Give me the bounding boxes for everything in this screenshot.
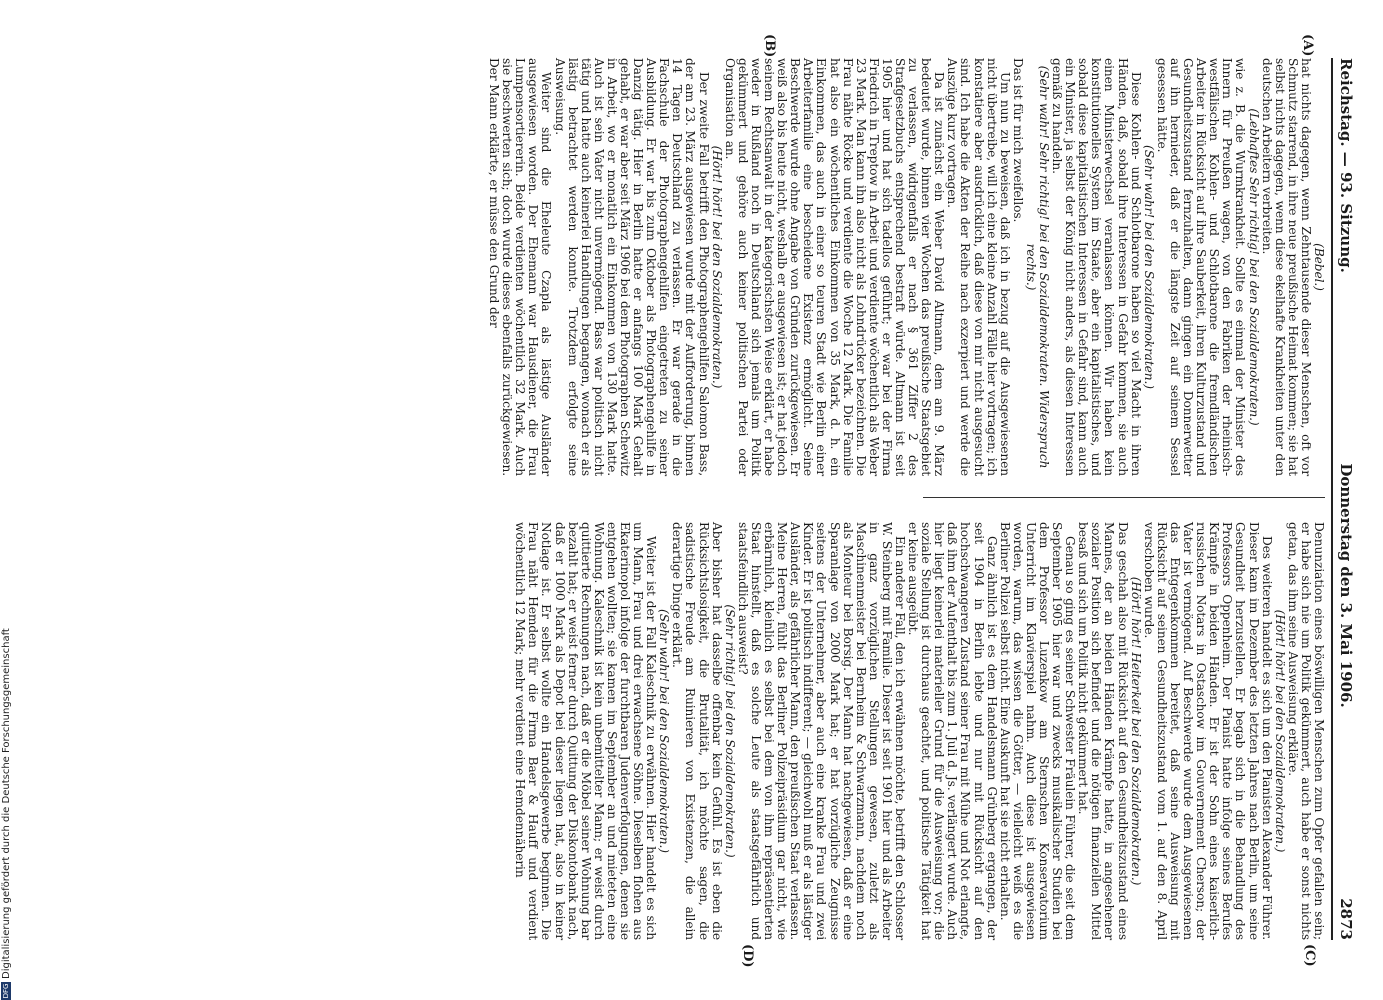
paragraph: Ein anderer Fall, den ich erwähnen möchte, betrifft den Schlosser W. Steinberg mit Familie. Dieser ist seit 1901 hier und als Arbeiter in ganz vorzüglichen Stellungen gewesen, zuletzt als Maschinenmeister bei Bernheim & Schwarzmann, nachdem noch als Monteur bei Borsig. Der Mann hat nachgewiesen, daß er eine Sparanlage von 2000 Mark hat; er hat vorzügliche Zeugnisse seitens der Unternehmer, aber auch eine kranke Frau und zwei Kinder. Er ist politisch indifferent; — gleichwohl muß er als lästiger Ausländer, als gefährlicher Mann, den preußischen Staat verlassen. Meine Herren, fühlt das Berliner Polizeipräsidium gar nicht, wie erbärmlich, kleinlich es selbst bei dem von ihm repräsentierten Staat hinstellt, daß es solche Leute als staatsgefährlich und staatsfeindlich ausweist? bbox=[735, 522, 907, 940]
header-center: Donnerstag den 3. Mai 1906. bbox=[1337, 463, 1355, 708]
margin-marker-d: (D) bbox=[740, 944, 755, 968]
paragraph: Das geschah also mit Rücksicht auf den Gesundheitszustand eines Mannes, der an beiden Händen Krämpfe hatte, in angesehener sozialer Position sich befindet und die nötigen finanziellen Mittel besaß und sich um Politik nicht gekümmert hat. bbox=[1076, 522, 1130, 940]
page-header bbox=[1337, 58, 1355, 940]
left-column bbox=[487, 58, 1325, 476]
header-rule bbox=[1331, 58, 1333, 940]
paragraph: wie z. B. die Wurmkrankheit. Sollte es einmal der Minister des Innern für Preußen wagen, von den Fabriken der rheinisch-westfälischen Kohlen- und Schlotbarone die fremdländischen Arbeiter in Rücksicht auf ihre Sauberkeit, ihren Kulturzustand und Gesundheitszustand fernzuhalten, dann gingen ein Donnerwetter auf ihn hernieder, daß er die längste Zeit auf seinem Sessel gesessen hätte. bbox=[1154, 58, 1248, 476]
interjection: (Hört! hört! bei den Sozialdemokraten.) bbox=[1272, 609, 1287, 853]
paragraph: Das ist für mich zweifellos. bbox=[1010, 58, 1025, 223]
right-column bbox=[513, 522, 1325, 940]
interjection: (Hört! hört! bei den Sozialdemokraten.) bbox=[709, 145, 724, 389]
margin-marker-a: (A) bbox=[1300, 34, 1315, 57]
paragraph: Denunziation eines böswilligen Menschen zum Opfer gefallen sein; er habe sich nie um Politik gekümmert, auch habe er sonst nichts getan, das ihm seine Ausweisung erkläre. bbox=[1285, 522, 1326, 940]
paragraph: Da ist zunächst ein Weber David Altmann, dem am 9. März bedeutet wurde, binnen vier Wochen das preußische Staatsgebiet zu verlassen, widrigenfalls er nach § 361 Ziffer 2 des Strafgesetzbuchs entsprechend bestraft würde. Altmann ist seit 1905 hier und hat sich tadellos geführt; er war bei der Firma Friedrich in Treptow in Arbeit und verdiente wöchentlich als Weber 23 Mark. Man kann ihn also nicht als Lohndrücker bezeichnen. Die Frau nähte Röcke und verdiente die Woche 12 Mark. Die Familie hat also ein wöchentliches Einkommen von 35 Mark, d. h. ein Einkommen, das auch in einer so teuren Stadt wie Berlin einer Arbeiterfamilie eine bescheidene Existenz ermöglicht. Seine Beschwerde wurde ohne Angabe von Gründen zurückgewiesen. Er weiß also bis heute nicht, weshalb er ausgewiesen ist; er hat jedoch seinem Rechtsanwalt in der kategorischsten Weise erklärt, er habe weder in Rußland noch in Deutschland sich jemals um Politik gekümmert und gehöre auch keiner politischen Partei oder Organisation an. bbox=[722, 58, 947, 476]
page-number: 2873 bbox=[1337, 898, 1355, 940]
column-divider bbox=[923, 497, 1325, 498]
paragraph: Ganz ähnlich ist es dem Handelsmann Grünberg ergangen, der seit 1904 in Berlin lebte und nur mit Rücksicht auf den hochschwangeren Zustand seiner Frau mit Mühe und Not erlangte, daß ihm der Aufenthalt bis zum 1. Juli d. Js. verlängert wurde. Auch hier liegt keinerlei materieller Grund für die Ausweisung vor; die soziale Stellung ist durchaus geachtet, und politische Tätigkeit hat er keine ausgeübt. bbox=[906, 522, 999, 940]
interjection: (Hört! hört! Heiterkeit bei den Sozialdemokraten.) bbox=[1128, 576, 1143, 886]
footer bbox=[1, 0, 13, 1000]
paragraph: Diese Kohlen- und Schlotbarone haben so viel Macht in ihren Händen, daß, sobald ihre Interessen in Gefahr kommen, sie auch einen Ministerwechsel veranlassen können. Wir haben kein konstitutionelles System im Staate, aber ein kapitalistisches, und sobald diese kapitalistischen Interessen in Gefahr sind, kann auch ein Minister, ja selbst der König nicht anders, als diesen Interessen gemäß zu handeln. bbox=[1050, 58, 1143, 476]
margin-marker-b: (B) bbox=[762, 34, 777, 58]
paragraph: hat nichts dagegen, wenn Zehntausende dieser Menschen, oft vor Schmutz starrend, in ihre neue preußische Heimat kommen; sie hat selbst nichts dagegen, wenn diese ekelhafte Krankheiten unter den deutschen Arbeitern verbreiten. bbox=[1259, 58, 1313, 476]
interjection: (Lebhaftes Sehr richtig! bei den Sozialdemokraten.) bbox=[1246, 108, 1261, 426]
interjection: (Sehr wahr! bei den Sozialdemokraten.) bbox=[657, 609, 672, 853]
paragraph: Genau so ging es seiner Schwester Fräulein Führer, die seit dem September 1905 hier war und zwecks musikalischer Studien bei dem Professor Luzenkow am Sternschen Konservatorium Unterricht im Klavierspiel nahm. Auch diese ist ausgewiesen worden, warum, das wissen die Götter, — vielleicht weiß es die Berliner Polizei selbst nicht. Eine Auskunft hat sie nicht erhalten. bbox=[997, 522, 1078, 940]
paragraph: Aber bisher hat dasselbe offenbar kein Gefühl. Es ist eben die Rücksichtslosigkeit, die Brutalität, ich möchte sagen, die sadistische Freude am Ruinieren von Existenzen, die allein derartige Dinge erklärt. bbox=[670, 522, 724, 940]
paragraph: Der zweite Fall betrifft den Photographengehilfen Salomon Bass, der am 23. März ausgewiesen wurde mit der Aufforderung, binnen 14 Tagen Deutschland zu verlassen. Er war gerade in die Fachschule der Photographengehilfen eingetreten zu seiner Ausbildung. Er war bis zum Oktober als Photographengehilfe in Danzig tätig. Hier in Berlin hatte er anfangs 100 Mark Gehalt gehabt, er war aber seit März 1906 bei dem Photographen Schewitz in Arbeit, wo er monatlich ein Einkommen von 130 Mark hatte. Auch ist sein Vater nicht unvermögend. Bass war politisch nicht tätig und hatte auch keinerlei Handlungen begangen, wonach er als lästig betrachtet werden konnte. Trotzdem erfolgte seine Ausweisung. bbox=[552, 58, 711, 476]
paragraph: Des weiteren handelt es sich um den Pianisten Alexander Führer. Dieser kam im Dezember des letzten Jahres nach Berlin, um seine Gesundheit herzustellen. Er begab sich in die Behandlung des Professors Oppenheim. Der Pianist hatte infolge seines Berufes Krämpfe in beiden Händen. Er ist der Sohn eines kaiserlich-russischen Notars in Ostaschow im Gouvernement Cherson; der Vater ist vermögend. Auf Beschwerde wurde dem Ausgewiesenen das Entgegenkommen bereitet, daß seine Ausweisung mit Rücksicht auf seinen Gesundheitszustand vom 1. auf den 8. April verschoben wurde. bbox=[1141, 522, 1274, 940]
footer-text: Digitalisierung gefördert durch die Deutsche Forschungsgemeinschaft bbox=[1, 628, 12, 979]
dfg-logo-icon: DFG bbox=[2, 983, 10, 999]
interjection: (Sehr wahr! Sehr richtig! bei den Sozialdemokraten. Widerspruch rechts.) bbox=[1023, 65, 1052, 469]
margin-marker-c: (C) bbox=[1302, 944, 1317, 967]
header-left: Reichstag. — 93. Sitzung. bbox=[1337, 58, 1355, 273]
interjection: (Sehr richtig! bei den Sozialdemokraten.) bbox=[722, 604, 737, 858]
paragraph: Weiter sind die Eheleute Czapla als lästige Ausländer ausgewiesen worden. Der Ehemann war Hausdiener, die Frau Lumpensortiererin. Beide verdienten wöchentlich 32 Mark. Auch sie beschwerten sich; doch wurde dieses ebenfalls zurückgewiesen. Der Mann erklärte, er müsse den Grund der bbox=[487, 58, 554, 476]
paragraph: Um nun zu beweisen, daß ich in bezug auf die Ausgewiesenen nicht übertreibe, will ich eine kleine Anzahl Fälle hier vortragen; ich konstatiere aber ausdrücklich, daß diese von mir nicht ausgesucht sind. Ich habe die Akten der Reihe nach exzerpiert und werde die Auszüge kurz vortragen. bbox=[945, 58, 1012, 476]
paragraph: Weiter ist der Fall Kaleschnik zu erwähnen. Hier handelt es sich um Mann, Frau und drei erwachsene Söhne. Dieselben flohen aus Ekaterinopol infolge der furchtbaren Judenverfolgungen, denen sie entgehen wollten; sie kamen im September an und mieteten eine Wohnung. Kaleschnik ist kein unbemittelter Mann; er weist durch quittierte Rechnungen nach, daß er die Möbel seiner Wohnung bar bezahlt hat; er weist ferner durch Quittung der Diskontobank nach, daß er 1000 Mark als Depot bei dieser liegen hat, also in keiner Notlage ist. Er selbst wollte ein Handelsgewerbe beginnen. Die Frau näht Hemden für die Firma Baer & Hauff und verdient wöchentlich 12 Mark; mehr verdient eine Hemdennäherin bbox=[513, 522, 659, 940]
speaker-label: (Bebel.) bbox=[1312, 243, 1326, 291]
interjection: (Sehr wahr! bei den Sozialdemokraten.) bbox=[1141, 145, 1156, 389]
